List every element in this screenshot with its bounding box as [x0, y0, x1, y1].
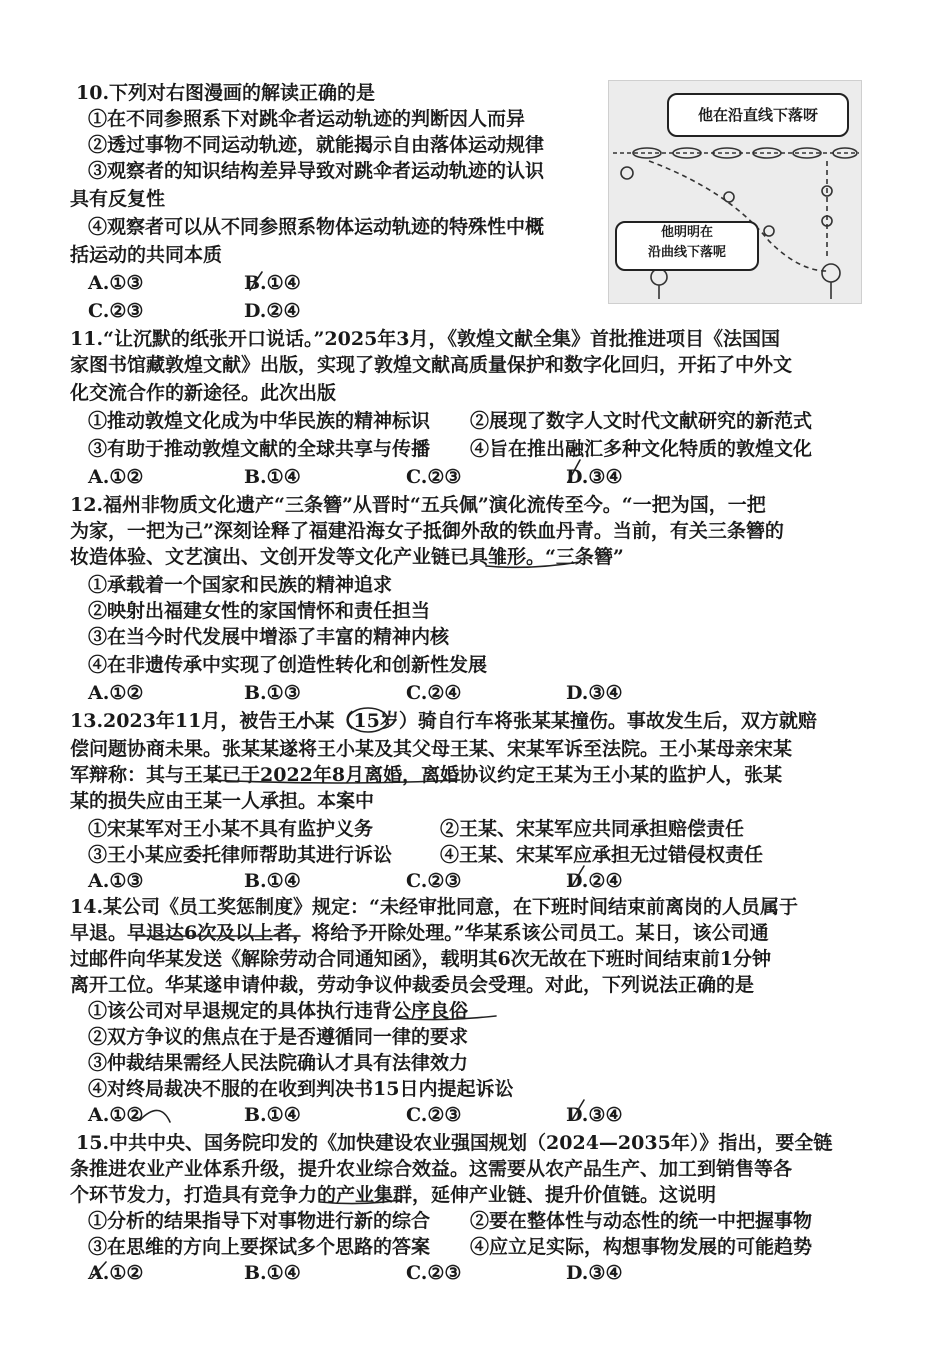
- q11-stem-line1: 11.“让沉默的纸张开口说话。”2025年3月，《敦煌文献全集》首批推进项目《法国国: [70, 328, 781, 350]
- q12-statement-4: ④在非遗传承中实现了创造性转化和创新性发展: [88, 654, 488, 676]
- cartoon-bubble-bottom-line1: 他明明在: [660, 225, 713, 240]
- q12-option-c: C.②④: [406, 682, 462, 704]
- q11-option-d: D.③④: [566, 466, 623, 488]
- q12-option-b: B.①③: [244, 682, 301, 704]
- q14-stem-line1: 14.某公司《员工奖惩制度》规定：“未经审批同意，在下班时间结束前离岗的人员属于: [70, 896, 798, 918]
- q11-statement-2: ②展现了数字人文时代文献研究的新范式: [470, 410, 813, 432]
- cartoon-bubble-top: 他在沿直线下落呀: [667, 93, 849, 137]
- q12-stem-line1: 12.福州非物质文化遗产“三条簪”从晋时“五兵佩”演化流传至今。“一把为国，一把: [70, 494, 766, 516]
- q12-statement-3: ③在当今时代发展中增添了丰富的精神内核: [88, 626, 450, 648]
- q15-statement-3: ③在思维的方向上要探试多个思路的答案: [88, 1236, 431, 1258]
- q10-option-a: A.①③: [88, 272, 144, 294]
- q11-option-c: C.②③: [406, 466, 462, 488]
- q12-option-d: D.③④: [566, 682, 623, 704]
- q14-statement-2: ②双方争议的焦点在于是否遵循同一律的要求: [88, 1026, 469, 1048]
- q15-statement-1: ①分析的结果指导下对事物进行新的综合: [88, 1210, 431, 1232]
- q11-option-a: A.①②: [88, 466, 144, 488]
- q13-statement-3: ③王小某应委托律师帮助其进行诉讼: [88, 844, 393, 866]
- pen-mark-q14: [140, 1110, 170, 1122]
- q15-option-d: D.③④: [566, 1262, 623, 1284]
- q12-stem-line2: 为家，一把为己”深刻诠释了福建沿海女子抵御外敌的铁血丹青。当前，有关三条簪的: [70, 520, 784, 542]
- q14-stem-line3: 过邮件向华某发送《解除劳动合同通知函》，载明其6次无故在下班时间结束前1分钟: [70, 948, 771, 970]
- q10-statement-1: ①在不同参照系下对跳伞者运动轨迹的判断因人而异: [88, 108, 526, 130]
- q13-stem-line1: 13.2023年11月，被告王小某（15岁）骑自行车将张某某撞伤。事故发生后，双方就赔: [70, 710, 817, 732]
- q15-option-c: C.②③: [406, 1262, 462, 1284]
- q14-option-a: A.①②: [88, 1104, 144, 1126]
- parachutist-cartoon: [608, 80, 862, 304]
- q10-option-d: D.②④: [244, 300, 301, 322]
- q12-option-a: A.①②: [88, 682, 144, 704]
- q13-option-a: A.①③: [88, 870, 144, 892]
- q11-statement-3: ③有助于推动敦煌文献的全球共享与传播: [88, 438, 431, 460]
- q14-stem-line4: 离开工位。华某遂申请仲裁，劳动争议仲裁委员会受理。对此，下列说法正确的是: [70, 974, 755, 996]
- q15-option-a: A.①②: [88, 1262, 144, 1284]
- q13-statement-1: ①宋某军对王小某不具有监护义务: [88, 818, 374, 840]
- q10-stem: 10.下列对右图漫画的解读正确的是: [76, 82, 376, 104]
- q11-option-b: B.①④: [244, 466, 301, 488]
- q14-option-c: C.②③: [406, 1104, 462, 1126]
- q14-option-b: B.①④: [244, 1104, 301, 1126]
- q11-statement-1: ①推动敦煌文化成为中华民族的精神标识: [88, 410, 431, 432]
- q10-statement-4: ④观察者可以从不同参照系物体运动轨迹的特殊性中概: [88, 216, 545, 238]
- q10-statement-2: ②透过事物不同运动轨迹，就能揭示自由落体运动规律: [88, 134, 545, 156]
- cartoon-bubble-bottom: [615, 221, 759, 271]
- q15-option-b: B.①④: [244, 1262, 301, 1284]
- q15-statement-2: ②要在整体性与动态性的统一中把握事物: [470, 1210, 813, 1232]
- q13-stem-line4: 某的损失应由王某一人承担。本案中: [70, 790, 375, 812]
- q10-statement-3: ③观察者的知识结构差异导致对跳伞者运动轨迹的认识: [88, 160, 545, 182]
- q15-stem-line2: 条推进农业产业体系升级，提升农业综合效益。这需要从农产品生产、加工到销售等各: [70, 1158, 793, 1180]
- q14-statement-3: ③仲裁结果需经人民法院确认才具有法律效力: [88, 1052, 469, 1074]
- q11-stem-line3: 化交流合作的新途径。此次出版: [70, 382, 337, 404]
- q11-statement-4: ④旨在推出融汇多种文化特质的敦煌文化: [470, 438, 813, 460]
- q12-statement-2: ②映射出福建女性的家国情怀和责任担当: [88, 600, 431, 622]
- q15-stem-line3: 个环节发力，打造具有竞争力的产业集群，延伸产业链、提升价值链。这说明: [70, 1184, 717, 1206]
- q10-statement-3-cont: 具有反复性: [70, 188, 166, 210]
- q13-statement-2: ②王某、宋某军应共同承担赔偿责任: [440, 818, 745, 840]
- q15-stem-line1: 15.中共中央、国务院印发的《加快建设农业强国规划（2024—2035年）》指出，要全链: [76, 1132, 833, 1154]
- q12-stem-line3: 妆造体验、文艺演出、文创开发等文化产业链已具雏形。“三条簪”: [70, 546, 624, 568]
- q15-statement-4: ④应立足实际，构想事物发展的可能趋势: [470, 1236, 813, 1258]
- q10-option-b: B.①④: [244, 272, 301, 294]
- q13-option-d: D.②④: [566, 870, 623, 892]
- cartoon-bubble-bottom-line2: 沿曲线下落呢: [647, 245, 726, 260]
- q10-option-c: C.②③: [88, 300, 144, 322]
- q14-stem-line2: 早退。早退达6次及以上者，将给予开除处理。”华某系该公司员工。某日，该公司通: [70, 922, 769, 944]
- q14-statement-4: ④对终局裁决不服的在收到判决书15日内提起诉讼: [88, 1078, 514, 1100]
- q13-stem-line3: 军辩称：其与王某已于2022年8月离婚，离婚协议约定王某为王小某的监护人，张某: [70, 764, 783, 786]
- q10-statement-4-cont: 括运动的共同本质: [70, 244, 223, 266]
- q14-statement-1: ①该公司对早退规定的具体执行违背公序良俗: [88, 1000, 469, 1022]
- q12-statement-1: ①承载着一个国家和民族的精神追求: [88, 574, 393, 596]
- q11-stem-line2: 家图书馆藏敦煌文献》出版，实现了敦煌文献高质量保护和数字化回归，开拓了中外文: [70, 354, 793, 376]
- q13-option-b: B.①④: [244, 870, 301, 892]
- q13-stem-line2: 偿问题协商未果。张某某遂将王小某及其父母王某、宋某军诉至法院。王小某母亲宋某: [70, 738, 793, 760]
- q13-statement-4: ④王某、宋某军应承担无过错侵权责任: [440, 844, 764, 866]
- q14-option-d: D.③④: [566, 1104, 623, 1126]
- q13-option-c: C.②③: [406, 870, 462, 892]
